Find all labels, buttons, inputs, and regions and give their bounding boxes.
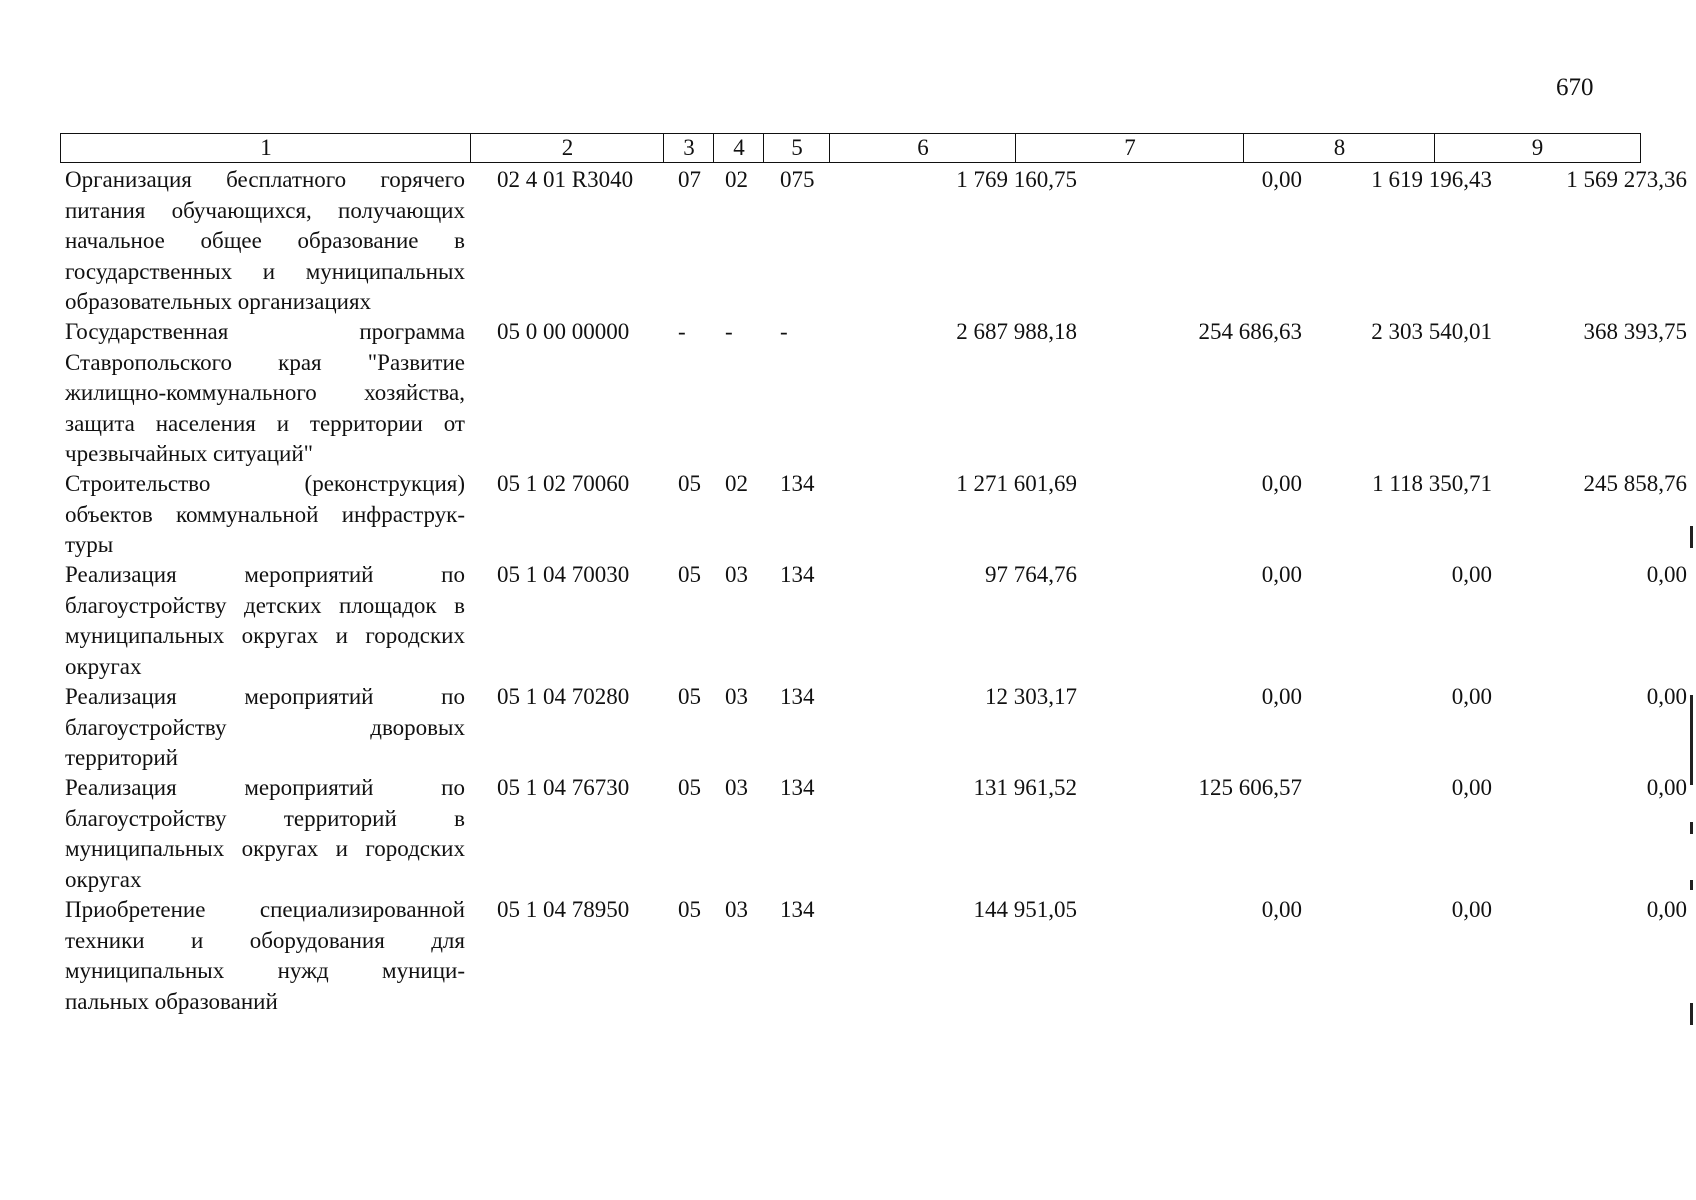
row-c8: 1 619 196,43 xyxy=(1371,167,1492,192)
row-name xyxy=(65,469,465,561)
row-c6: 1 271 601,69 xyxy=(956,471,1077,496)
row-c6: 131 961,52 xyxy=(973,775,1077,800)
row-c5: - xyxy=(780,319,788,344)
row-c7: 0,00 xyxy=(1261,471,1302,496)
header-col-5: 5 xyxy=(763,133,831,163)
scan-edge-mark xyxy=(1690,526,1693,548)
row-c6: 1 769 160,75 xyxy=(956,167,1077,192)
row-name-line: благоустройству детских площадок в xyxy=(65,592,465,618)
row-name-line: образовательных организациях xyxy=(65,289,372,314)
row-code: 05 0 00 00000 xyxy=(497,319,630,344)
row-code: 05 1 04 78950 xyxy=(497,897,630,922)
row-c7: 0,00 xyxy=(1261,167,1302,192)
row-name-line: благоустройству территорий в xyxy=(65,805,465,831)
row-c9: 1 569 273,36 xyxy=(1566,167,1687,192)
row-name xyxy=(65,317,465,470)
row-c5: 134 xyxy=(780,775,815,800)
row-name-line: Ставропольского края "Развитие xyxy=(65,349,465,375)
row-name-line: объектов коммунальной инфраструк- xyxy=(65,501,465,527)
row-name-line: пальных образований xyxy=(65,988,278,1014)
row-c3: 05 xyxy=(678,471,701,496)
row-name-line: питания обучающихся, получающих xyxy=(65,197,465,223)
row-name-line: округах xyxy=(65,653,142,679)
row-c9: 0,00 xyxy=(1646,775,1687,800)
row-name-line: благоустройству дворовых xyxy=(65,714,465,740)
row-c6: 97 764,76 xyxy=(985,562,1077,587)
row-name-line: муниципальных округах и городских xyxy=(65,836,465,861)
row-name xyxy=(65,895,465,1017)
row-name-line: Реализация мероприятий по xyxy=(65,684,465,709)
row-c3: 05 xyxy=(678,775,701,800)
row-c9: 368 393,75 xyxy=(1583,319,1687,344)
row-name-line: техники и оборудования для xyxy=(65,927,465,953)
row-c8: 1 118 350,71 xyxy=(1372,471,1492,496)
row-c9: 245 858,76 xyxy=(1583,471,1687,496)
row-c8: 0,00 xyxy=(1451,684,1492,709)
row-name-line: Реализация мероприятий по xyxy=(65,775,465,800)
row-name-line: жилищно-коммунального хозяйства, xyxy=(65,380,465,405)
header-col-3: 3 xyxy=(663,133,715,163)
header-col-7: 7 xyxy=(1015,133,1245,163)
row-c9: 0,00 xyxy=(1646,684,1687,709)
row-c4: 03 xyxy=(725,562,748,587)
row-c5: 134 xyxy=(780,897,815,922)
row-name-line: округах xyxy=(65,866,142,892)
row-c4: 03 xyxy=(725,684,748,709)
header-col-1: 1 xyxy=(60,133,472,163)
row-c5: 134 xyxy=(780,471,815,496)
scan-edge-mark xyxy=(1690,695,1693,785)
row-code: 02 4 01 R3040 xyxy=(497,167,634,192)
row-c7: 125 606,57 xyxy=(1198,775,1302,800)
row-name xyxy=(65,773,465,895)
row-c4: 02 xyxy=(725,167,748,192)
row-name-line: туры xyxy=(65,532,114,557)
row-name-line: территорий xyxy=(65,745,178,770)
row-code: 05 1 02 70060 xyxy=(497,471,630,496)
row-c7: 0,00 xyxy=(1261,684,1302,709)
header-col-6: 6 xyxy=(829,133,1017,163)
header-col-2: 2 xyxy=(470,133,665,163)
header-col-4: 4 xyxy=(713,133,765,163)
row-c4: - xyxy=(725,319,733,344)
row-name-line: Государственная программа xyxy=(65,319,465,344)
header-col-9: 9 xyxy=(1434,133,1641,163)
row-c3: 07 xyxy=(678,167,701,192)
row-name-line: Строительство (реконструкция) xyxy=(65,471,465,496)
row-c6: 12 303,17 xyxy=(985,684,1077,709)
row-name-line: начальное общее образование в xyxy=(65,228,465,253)
row-c7: 0,00 xyxy=(1261,562,1302,587)
scan-edge-mark xyxy=(1690,1003,1693,1025)
row-code: 05 1 04 70030 xyxy=(497,562,630,587)
row-c4: 02 xyxy=(725,471,748,496)
row-name-line: Реализация мероприятий по xyxy=(65,562,465,587)
row-c7: 0,00 xyxy=(1261,897,1302,922)
row-c3: 05 xyxy=(678,684,701,709)
row-code: 05 1 04 70280 xyxy=(497,684,630,709)
row-c4: 03 xyxy=(725,775,748,800)
row-c6: 144 951,05 xyxy=(973,897,1077,922)
row-c8: 0,00 xyxy=(1451,775,1492,800)
row-name-line: муниципальных нужд муници- xyxy=(65,958,465,983)
row-name-line: государственных и муниципальных xyxy=(65,258,465,284)
row-c6: 2 687 988,18 xyxy=(956,319,1077,344)
row-name xyxy=(65,560,465,682)
row-c3: - xyxy=(678,319,686,344)
header-col-8: 8 xyxy=(1243,133,1436,163)
row-c3: 05 xyxy=(678,562,701,587)
row-c9: 0,00 xyxy=(1646,897,1687,922)
row-c5: 134 xyxy=(780,684,815,709)
scan-edge-mark xyxy=(1690,880,1693,890)
scan-edge-mark xyxy=(1690,822,1693,834)
row-name-line: защита населения и территории от xyxy=(65,410,465,436)
row-c5: 134 xyxy=(780,562,815,587)
row-c8: 0,00 xyxy=(1451,897,1492,922)
row-name-line: муниципальных округах и городских xyxy=(65,623,465,648)
row-name xyxy=(65,682,465,774)
row-c3: 05 xyxy=(678,897,701,922)
row-c9: 0,00 xyxy=(1646,562,1687,587)
row-c4: 03 xyxy=(725,897,748,922)
row-c7: 254 686,63 xyxy=(1198,319,1302,344)
row-c8: 0,00 xyxy=(1451,562,1492,587)
row-name-line: Организация бесплатного горячего xyxy=(65,167,465,192)
row-name-line: чрезвычайных ситуаций" xyxy=(65,441,314,466)
row-name xyxy=(65,165,465,318)
row-c5: 075 xyxy=(780,167,815,192)
row-name-line: Приобретение специализированной xyxy=(65,897,465,922)
row-c8: 2 303 540,01 xyxy=(1371,319,1492,344)
row-code: 05 1 04 76730 xyxy=(497,775,630,800)
page-number: 670 xyxy=(1556,74,1594,101)
